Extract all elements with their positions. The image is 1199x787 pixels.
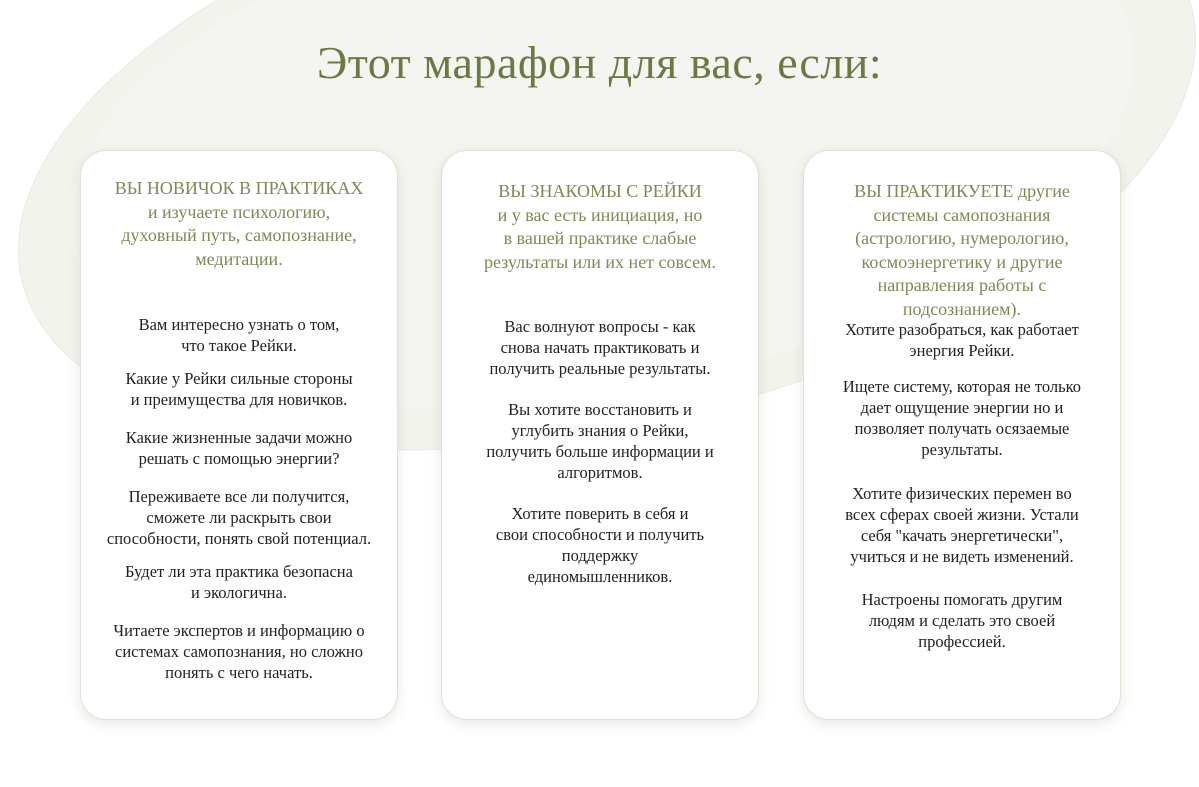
card-paragraph xyxy=(446,316,754,379)
paragraph-line: людям и сделать это своей xyxy=(868,611,1056,630)
paragraph-line: получить реальные результаты. xyxy=(489,359,711,378)
paragraph-line: Настроены помогать другим xyxy=(861,590,1063,609)
paragraph-line: получить больше информации и xyxy=(486,442,714,461)
paragraph-line: Какие у Рейки сильные стороны xyxy=(125,369,353,388)
card-paragraph xyxy=(808,376,1116,460)
card-other-practices xyxy=(803,150,1121,720)
paragraph-line: углубить знания о Рейки, xyxy=(511,421,689,440)
paragraph-line: Хотите разобраться, как работает xyxy=(845,320,1079,339)
card-heading xyxy=(450,180,750,274)
card-paragraph xyxy=(446,399,754,483)
card-paragraph xyxy=(808,483,1116,567)
heading-line: направления работы с xyxy=(877,275,1047,295)
card-paragraph xyxy=(808,319,1116,361)
paragraph-line: позволяет получать осязаемые xyxy=(854,419,1070,438)
paragraph-line: сможете ли раскрыть свои xyxy=(146,508,332,527)
heading-line: (астрологию, нумерологию, xyxy=(855,228,1069,248)
paragraph-line: единомышленников. xyxy=(527,567,673,586)
page-title: Этот марафон для вас, если: xyxy=(316,37,883,88)
heading-line: духовный путь, самопознание, xyxy=(121,225,357,245)
heading-line: подсознанием). xyxy=(902,298,1022,319)
card-heading xyxy=(89,177,389,271)
card-paragraph xyxy=(85,314,393,356)
heading-line: результаты или их нет совсем. xyxy=(483,251,717,272)
paragraph-line: Ищете систему, которая не только xyxy=(842,377,1082,396)
paragraph-line: Переживаете все ли получится, xyxy=(128,487,350,506)
paragraph-line: что такое Рейки. xyxy=(181,336,297,355)
paragraph-line: и преимущества для новичков. xyxy=(130,390,348,409)
paragraph-line: Будет ли эта практика безопасна xyxy=(125,562,353,581)
paragraph-line: профессией. xyxy=(918,632,1006,651)
card-paragraph xyxy=(85,427,393,469)
card-paragraph xyxy=(85,486,393,549)
paragraph-line: Читаете экспертов и информацию о xyxy=(113,621,365,640)
card-paragraph xyxy=(446,503,754,587)
heading-line: и изучаете психологию, xyxy=(147,201,331,222)
paragraph-line: снова начать практиковать и xyxy=(500,338,700,357)
card-heading xyxy=(812,180,1112,321)
paragraph-line: поддержку xyxy=(561,546,639,565)
heading-line: ВЫ ПРАКТИКУЕТЕ другие xyxy=(854,181,1070,201)
paragraph-line: всех сферах своей жизни. Устали xyxy=(845,505,1079,524)
paragraph-line: алгоритмов. xyxy=(557,463,643,482)
heading-line: ВЫ ЗНАКОМЫ С РЕЙКИ xyxy=(498,181,702,201)
paragraph-line: Вы хотите восстановить и xyxy=(508,400,692,419)
paragraph-line: решать с помощью энергии? xyxy=(138,449,340,468)
paragraph-line: способности, понять свой потенциал. xyxy=(106,529,372,548)
card-reiki-familiar xyxy=(441,150,759,720)
heading-line: системы самопознания xyxy=(873,204,1051,225)
paragraph-line: свои способности и получить xyxy=(495,525,705,544)
paragraph-line: системах самопознания, но сложно xyxy=(115,642,363,661)
heading-line: ВЫ НОВИЧОК В ПРАКТИКАХ xyxy=(114,178,364,198)
paragraph-line: Вас волнуют вопросы - как xyxy=(504,317,696,336)
paragraph-line: учиться и не видеть изменений. xyxy=(850,547,1074,566)
heading-line: в вашей практике слабые xyxy=(503,228,697,248)
paragraph-line: результаты. xyxy=(921,440,1003,459)
paragraph-line: себя "качать энергетически", xyxy=(860,526,1064,545)
heading-line: и у вас есть инициация, но xyxy=(497,204,703,225)
paragraph-line: и экологична. xyxy=(191,583,287,602)
paragraph-line: энергия Рейки. xyxy=(909,341,1015,360)
paragraph-line: Вам интересно узнать о том, xyxy=(138,315,340,334)
paragraph-line: дает ощущение энергии но и xyxy=(860,398,1064,417)
card-beginner xyxy=(80,150,398,720)
card-paragraph xyxy=(808,589,1116,652)
heading-line: космоэнергетику и другие xyxy=(861,251,1063,272)
card-paragraph xyxy=(85,620,393,683)
paragraph-line: Какие жизненные задачи можно xyxy=(125,428,353,447)
card-paragraph xyxy=(85,561,393,603)
card-paragraph xyxy=(85,368,393,410)
heading-line: медитации. xyxy=(195,248,283,269)
paragraph-line: Хотите поверить в себя и xyxy=(511,504,689,523)
paragraph-line: понять с чего начать. xyxy=(165,663,313,682)
paragraph-line: Хотите физических перемен во xyxy=(852,484,1072,503)
